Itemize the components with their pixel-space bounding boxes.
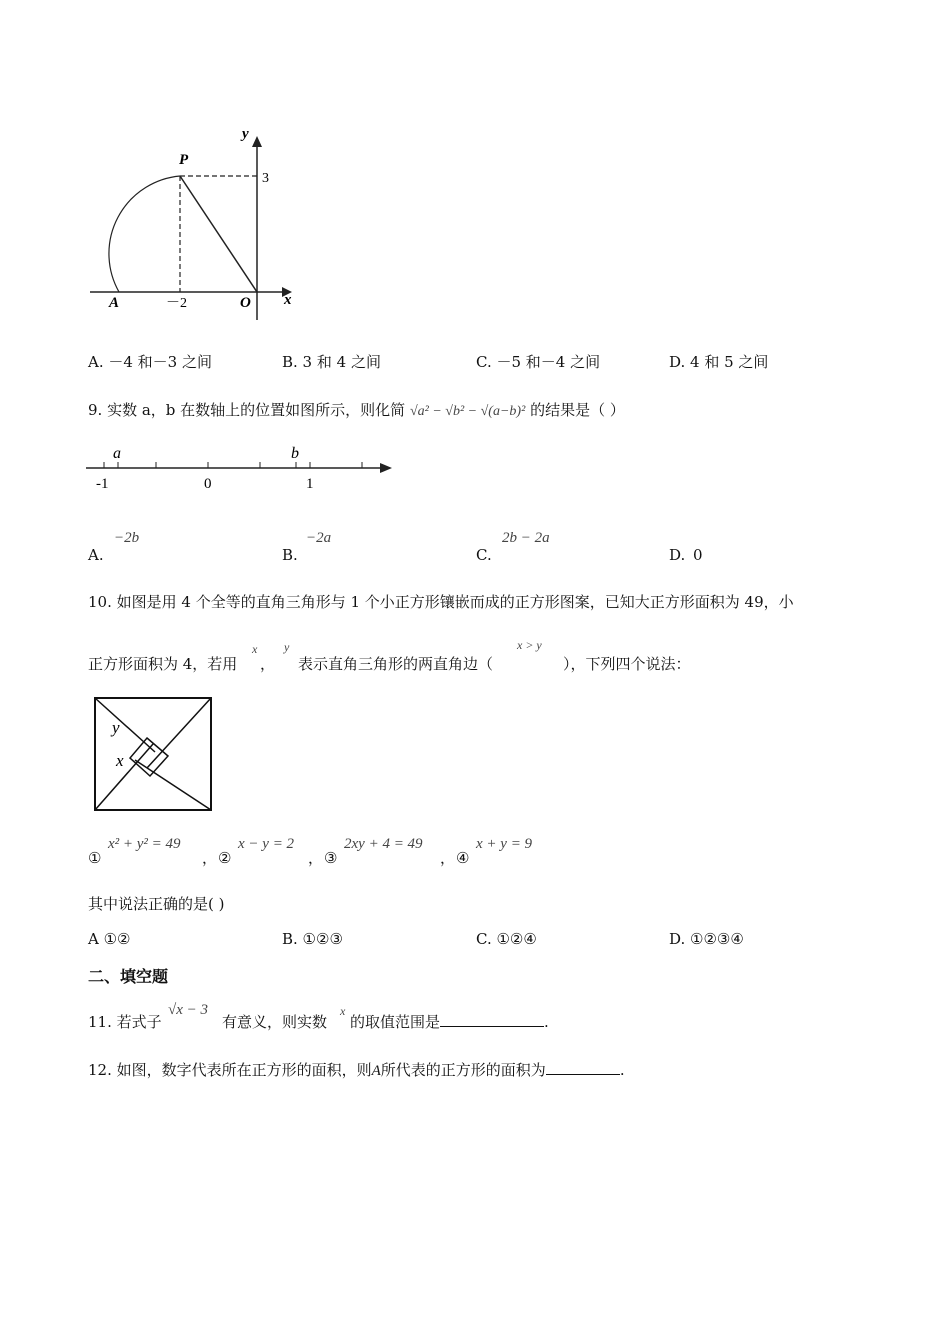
statement-sep: ， [202, 849, 218, 867]
point-a-label: a [113, 445, 121, 462]
statement-3-expr: 2xy + 4 = 49 [344, 836, 423, 852]
q12-end: . [619, 1061, 625, 1079]
number-line [84, 440, 399, 500]
x-axis-label: x [284, 292, 292, 308]
q12-prefix: 12. 如图，数字代表所在正方形的面积，则 [88, 1061, 372, 1079]
y-axis-arrow [252, 136, 262, 147]
y-axis-label: y [242, 126, 249, 142]
coordinate-figure [80, 120, 310, 330]
q11-expression: √x − 3 [168, 1002, 209, 1018]
small-square [130, 738, 168, 776]
statement-2-mark: ② [218, 849, 232, 867]
q9-text-after: 的结果是（ ） [530, 401, 625, 419]
q9-option-b-value: −2a [306, 530, 332, 546]
q9-option-c-label: C. [476, 546, 492, 564]
q9-option-d-value: 0 [693, 546, 703, 564]
q11-var: x [340, 1004, 346, 1018]
q12-var: A [371, 1063, 381, 1079]
q11-prefix: 11. 若式子 [88, 1013, 162, 1031]
q10-line-2a: 正方形面积为 4，若用 [88, 655, 238, 673]
q12-suffix: 所代表的正方形的面积为 [380, 1061, 546, 1079]
origin-label: O [240, 295, 251, 311]
q12-stem [88, 1060, 625, 1081]
q10-option-c: C. ①②④ [476, 930, 537, 948]
q10-comma: ， [260, 655, 276, 673]
q9-option-c-value: 2b − 2a [502, 530, 550, 546]
tick-label-1: 1 [306, 476, 314, 492]
q8-option-d: D. 4 和 5 之间 [669, 353, 769, 371]
y-tick-label: 3 [262, 171, 269, 186]
q9-expression: √a² − √b² − √(a−b)² [409, 404, 526, 419]
x-tick-label: －2 [166, 296, 187, 311]
q11-suffix: 的取值范围是 [350, 1013, 441, 1031]
point-b-label: b [291, 445, 299, 462]
q10-line-2b: 表示直角三角形的两直角边（ [298, 655, 494, 673]
point-p-label: P [179, 152, 189, 168]
tick-label-0: 0 [204, 476, 212, 492]
q9-number: 9. [88, 401, 103, 419]
q12-answer-blank[interactable] [546, 1060, 620, 1075]
q10-option-d: D. ①②③④ [669, 930, 744, 948]
q8-option-c: C. －5 和－4 之间 [476, 353, 601, 371]
q10-var-x: x [252, 642, 258, 656]
q10-var-y: y [284, 640, 290, 654]
q11-end: . [544, 1013, 549, 1031]
triangle-edge [95, 744, 153, 810]
segment-po [180, 176, 257, 292]
statement-1-mark: ① [88, 849, 102, 867]
q10-line-1: 10. 如图是用 4 个全等的直角三角形与 1 个小正方形镶嵌而成的正方形图案，已知大正方形面积为 49，小 [88, 593, 794, 611]
q10-condition: x > y [517, 638, 542, 652]
q8-option-b: B. 3 和 4 之间 [282, 353, 381, 371]
q10-line-2c: ），下列四个说法： [563, 655, 691, 673]
q10-question: 其中说法正确的是( ) [88, 895, 225, 913]
statement-sep: ， [440, 849, 456, 867]
q9-option-b-label: B. [282, 546, 298, 564]
q9-option-d-label: D. [669, 546, 686, 564]
large-square [95, 698, 211, 810]
q9-text-before: 实数 a，b 在数轴上的位置如图所示，则化简 [107, 401, 406, 419]
leg-x-label: x [116, 751, 124, 770]
triangle-edge [147, 698, 211, 768]
q11-line [350, 1012, 549, 1032]
triangle-edge [95, 698, 155, 752]
q10-option-b: B. ①②③ [282, 930, 343, 948]
section-title: 二、填空题 [88, 967, 169, 986]
q9-option-a-label: A. [88, 546, 104, 564]
arc-ap [109, 176, 180, 292]
q10-option-a: A ①② [88, 930, 131, 948]
tick-label-neg1: -1 [96, 476, 109, 492]
leg-y-label: y [112, 718, 120, 737]
statement-3-mark: ③ [324, 849, 338, 867]
triangle-edge [135, 760, 211, 810]
q11-answer-blank[interactable] [440, 1012, 544, 1027]
number-line-arrow [380, 463, 392, 473]
point-a-label: A [109, 295, 120, 311]
statement-sep: ， [308, 849, 324, 867]
statement-4-expr: x + y = 9 [476, 836, 533, 852]
q9-stem [88, 400, 625, 422]
q9-option-a-value: −2b [114, 530, 140, 546]
q8-option-a: A. －4 和－3 之间 [88, 353, 212, 371]
statement-4-mark: ④ [456, 849, 470, 867]
statement-1-expr: x² + y² = 49 [108, 836, 181, 852]
statement-2-expr: x − y = 2 [238, 836, 295, 852]
pinwheel-figure [90, 694, 216, 814]
q11-mid: 有意义，则实数 [222, 1013, 328, 1031]
